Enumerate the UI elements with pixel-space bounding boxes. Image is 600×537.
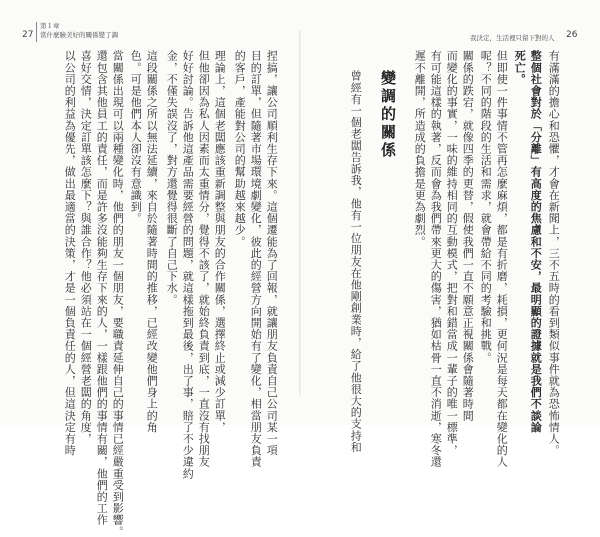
text-column: 關係的跌宕，就像四季的更替，假使我們一直不願意正視關係會隨著時間	[461, 50, 475, 422]
text-column: 有可能這樣的執著，反而會為我們帶來更大的傷害，猶如枯骨一直不消逝，寒冬還	[429, 50, 443, 468]
text-column: 而變化的事實，一味的維持相同的互動模式，把對和錯當成一輩子的唯一標準，	[445, 50, 459, 456]
text-column: 喜好交情，決定訂單該怎麼下？與誰合作？他必須站在一個經營老闆的角度，	[79, 50, 93, 445]
emphasis-column: 整個社會對於「分離」有高度的焦慮和不安，最明顯的證據就是我們不談論	[529, 50, 543, 433]
text-column: 色。可是他們本人卻沒有意識到。	[129, 50, 143, 224]
text-column: 遲不離開，所造成的負擔是更為劇烈。	[413, 50, 427, 248]
section-heading: 變調的關係	[379, 70, 397, 160]
text-column: 捏搞，讓公司順利生存下來。這個遷能為了回報，就讓朋友負責自己公司某一項	[265, 50, 279, 456]
text-column: 但即使一件事情不管再怎麼麻煩，都是有折磨，耗損，更何況是每天都在變化的人	[495, 50, 509, 468]
chapter-title: 當什麼臉美好的關係變了調	[40, 31, 118, 39]
text-column: 金，不僅失誤沒了，對方還覺得很斷了自己下水。	[165, 50, 179, 306]
gutter	[299, 30, 301, 395]
text-column: 目的訂單，但隨著市場環境劇變化，彼此的經營方向開始有了變化，相當朋友負責	[249, 50, 263, 468]
left-running-head	[40, 22, 118, 40]
text-column: 還包含其他員工的責任，而是許多沒能夠生存下來的人，一樣跟他們的事情有關，他們的工作	[95, 50, 109, 526]
text-column: 但他卻因為私人因素而太重情分，覺得不該了，就始終負責到底，一直沒有找朋友	[197, 50, 211, 468]
text-column: 理論上，這個老闆應該重新調整與朋友的合作關係，選擇終止或減少訂單，	[213, 50, 227, 433]
text-column: 這段關係之所以無法延續，來自於隨著時間的推移，已經改變他們身上的角	[145, 50, 159, 433]
text-column: 的客戶，產能對公司的幫助越來越少。	[233, 50, 247, 248]
text-column: 曾經有一個老闆告訴我，他有一位朋友在他剛創業時，給了他很大的支持和	[349, 70, 363, 453]
text-column: 有滿滿的擔心和恐懼，才會在新聞上，三不五時的看到類似事件就為恐怖情人。	[547, 50, 561, 456]
text-column: 以公司的利益為優先，做出最適當的決策，才是一個負責任的人，但這決定有時	[63, 50, 77, 456]
chapter-label: 第１章	[40, 22, 60, 30]
emphasis-column: 死亡。	[513, 50, 527, 85]
text-column: 呢？不同的階段的生活和需求，就會帶給不同的考驗和挑戰。	[479, 50, 493, 364]
text-column: 好好討論。告訴他這產品需要經營的問題，就這樣拖到最後，出了事，賠了不少違約	[181, 50, 195, 480]
text-column: 當關係出現可以兩種變化時，他們的朋友一個朋友，要職責延伸自己的事情已經嚴重受到影響。	[111, 50, 125, 537]
right-running-head: 我決定，生活裡只留下對的人	[470, 34, 555, 42]
right-page-number: 26	[566, 30, 578, 40]
header-rule	[36, 22, 37, 42]
left-page-number: 27	[22, 30, 34, 40]
